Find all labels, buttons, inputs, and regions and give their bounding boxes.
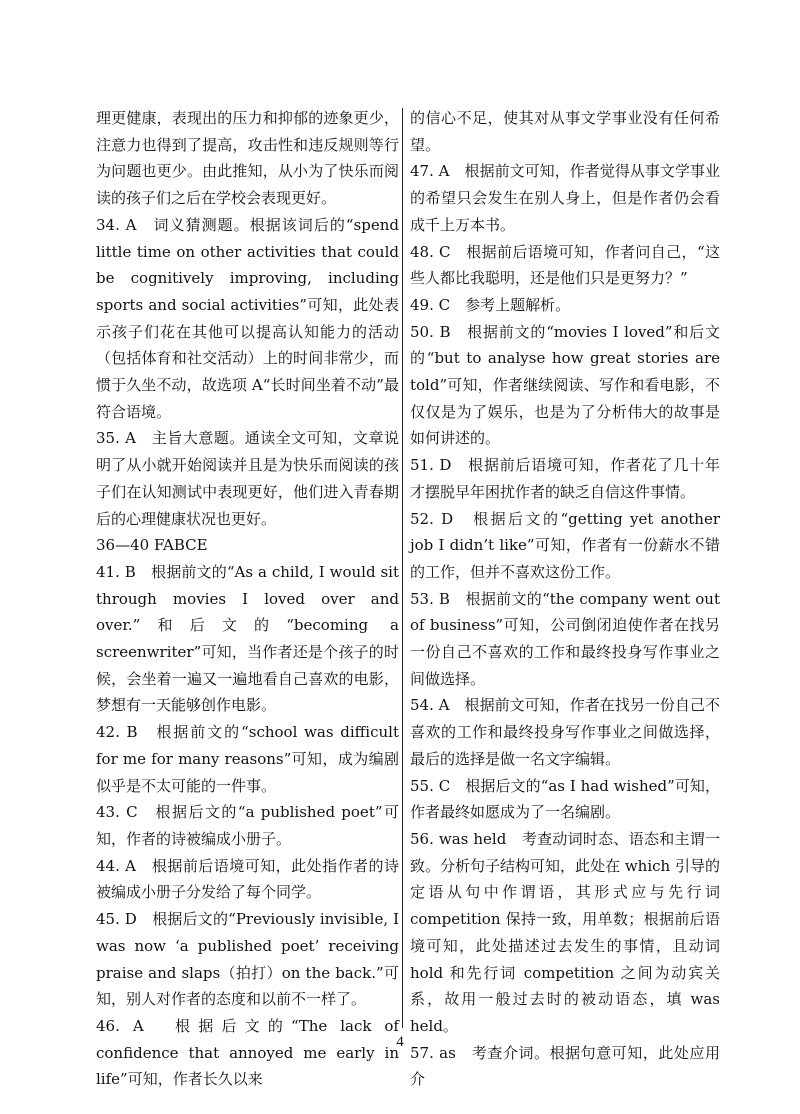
answer-51: 51. D 根据前后语境可知，作者花了几十年才摆脱早年困扰作者的缺乏自信这件事情。 [410, 456, 720, 501]
answer-46: 46. A 根据后文的“The lack of confidence that annoyed me early in life”可知，作者长久以来 [96, 1016, 399, 1089]
page-number: 4 [396, 1034, 404, 1050]
answer-50: 50. B 根据前文的“movies I loved”和后文的“but to analyse how great stories are told”可知，作者继续阅读、写作和看电影，不仅仅是为了娱乐，也是为了分析伟大的故事是如何讲述的。 [410, 322, 720, 448]
answer-48: 48. C 根据前后语境可知，作者问自己，“这些人都比我聪明，还是他们只是更努力？” [410, 242, 720, 288]
answer-54: 54. A 根据前文可知，作者在找另一份自己不喜欢的工作和最终投身写作事业之间做选择，最后的选择是做一名文字编辑。 [410, 696, 720, 768]
answer-53: 53. B 根据前文的“the company went out of business”可知，公司倒闭迫使作者在找另一份自己不喜欢的工作和最终投身写作事业之间做选择。 [410, 589, 720, 688]
answer-52: 52. D 根据后文的“getting yet another job I didn’t like”可知，作者有一份薪水不错的工作，但并不喜欢这份工作。 [410, 509, 720, 581]
answer-56: 56. was held 考查动词时态、语态和主谓一致。分析句子结构可知，此处在 which 引导的定语从句中作谓语，其形式应与先行词 competition 保持一致，用单数；根据前后语境可知，此处描述过去发生的事情，且动词 hold 和先行词 competition 之间为动宾关系，故用一般过去时的被动语态，填 was held。 [410, 829, 720, 1035]
answer-49: 49. C 参考上题解析。 [410, 295, 571, 314]
answer-35: 35. A 主旨大意题。通读全文可知，文章说明了从小就开始阅读并且是为快乐而阅读的孩子们在认知测试中表现更好，他们进入青春期后的心理健康状况也更好。 [96, 429, 399, 528]
column-divider [402, 108, 403, 1028]
answer-44: 44. A 根据前后语境可知，此处指作者的诗被编成小册子分发给了每个同学。 [96, 856, 399, 902]
answer-47: 47. A 根据前文可知，作者觉得从事文学事业的希望只会发生在别人身上，但是作者仍会看成千上万本书。 [410, 162, 720, 234]
answer-55: 55. C 根据后文的“as I had wished”可知，作者最终如愿成为了一名编剧。 [410, 776, 720, 822]
right-continuation: 的信心不足，使其对从事文学事业没有任何希望。 [410, 109, 720, 154]
left-continuation: 理更健康，表现出的压力和抑郁的迹象更少，注意力也得到了提高，攻击性和违反规则等行为问题也更少。由此推知，从小为了快乐而阅读的孩子们之后在学校会表现更好。 [96, 109, 399, 208]
answer-41: 41. B 根据前文的“As a child, I would sit through movies I loved over and over.”和后文的“becoming a screenwriter”可知，当作者还是个孩子的时候，会坐着一遍又一遍地看自己喜欢的电影，梦想有一天能够创作电影。 [96, 562, 399, 715]
answer-43: 43. C 根据后文的“a published poet”可知，作者的诗被编成小册子。 [96, 803, 399, 848]
answer-57: 57. as 考查介词。根据句意可知，此处应用介 [410, 1043, 720, 1089]
right-column [410, 105, 720, 1093]
left-column [96, 105, 399, 1093]
answer-36-40: 36—40 FABCE [96, 536, 208, 555]
answer-42: 42. B 根据前文的“school was difficult for me for many reasons”可知，成为编剧似乎是不太可能的一件事。 [96, 723, 399, 795]
answer-34: 34. A 词义猜测题。根据该词后的“spend little time on other activities that could be cognitively improving, including sports and social activities”可知，此处表示孩子们花在其他可以提高认知能力的活动（包括体育和社交活动）上的时间非常少，而惯于久坐不动，故选项 A“长时间坐着不动”最符合语境。 [96, 215, 399, 421]
answer-45: 45. D 根据后文的“Previously invisible, I was now ‘a published poet’ receiving praise and slaps（拍打）on the back.”可知，别人对作者的态度和以前不一样了。 [96, 910, 399, 1009]
